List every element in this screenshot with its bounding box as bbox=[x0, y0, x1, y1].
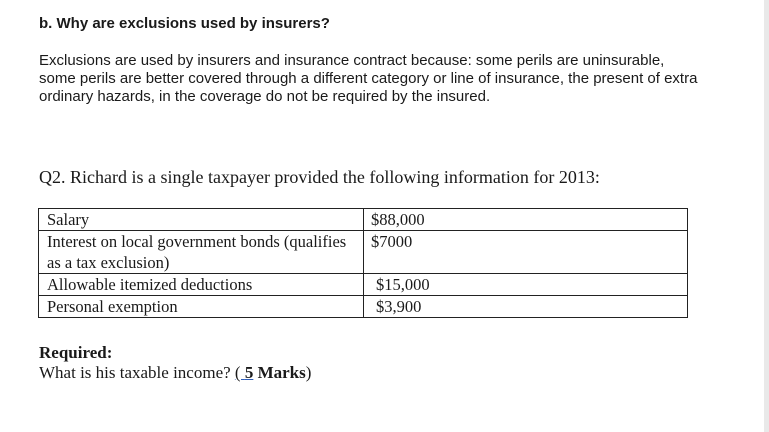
row-label-interest: Interest on local government bonds (qualifies as a tax exclusion) bbox=[39, 231, 364, 274]
row-label-itemized-deductions: Allowable itemized deductions bbox=[39, 274, 364, 296]
question-2-prompt: Q2. Richard is a single taxpayer provided the following information for 2013: bbox=[39, 167, 600, 187]
vertical-scrollbar[interactable] bbox=[764, 0, 769, 432]
row-value-salary: $88,000 bbox=[364, 209, 688, 231]
section-b-answer: Exclusions are used by insurers and insurance contract because: some perils are uninsurable, some perils are better covered through a different category or line of insurance, the present of extra ordinary hazards, in the coverage do not be required by the insured. bbox=[39, 52, 698, 105]
required-question-line bbox=[39, 363, 311, 383]
required-question: What is his taxable income? bbox=[39, 363, 235, 382]
row-value-personal-exemption: $3,900 bbox=[364, 296, 688, 318]
row-label-salary: Salary bbox=[39, 209, 364, 231]
required-label: Required: bbox=[39, 343, 113, 362]
table-row bbox=[39, 231, 688, 274]
marks-number: 5 bbox=[244, 363, 254, 382]
taxpayer-info-table bbox=[38, 208, 688, 318]
marks-link[interactable] bbox=[235, 363, 253, 382]
table-row bbox=[39, 274, 688, 296]
row-value-interest: $7000 bbox=[364, 231, 688, 274]
marks-close: ) bbox=[305, 363, 312, 382]
row-value-itemized-deductions: $15,000 bbox=[364, 274, 688, 296]
row-label-personal-exemption: Personal exemption bbox=[39, 296, 364, 318]
marks-word: Marks bbox=[253, 363, 306, 382]
table-row bbox=[39, 296, 688, 318]
marks-open: ( bbox=[234, 363, 245, 382]
section-b-heading: b. Why are exclusions used by insurers? bbox=[39, 15, 330, 32]
table-row bbox=[39, 209, 688, 231]
